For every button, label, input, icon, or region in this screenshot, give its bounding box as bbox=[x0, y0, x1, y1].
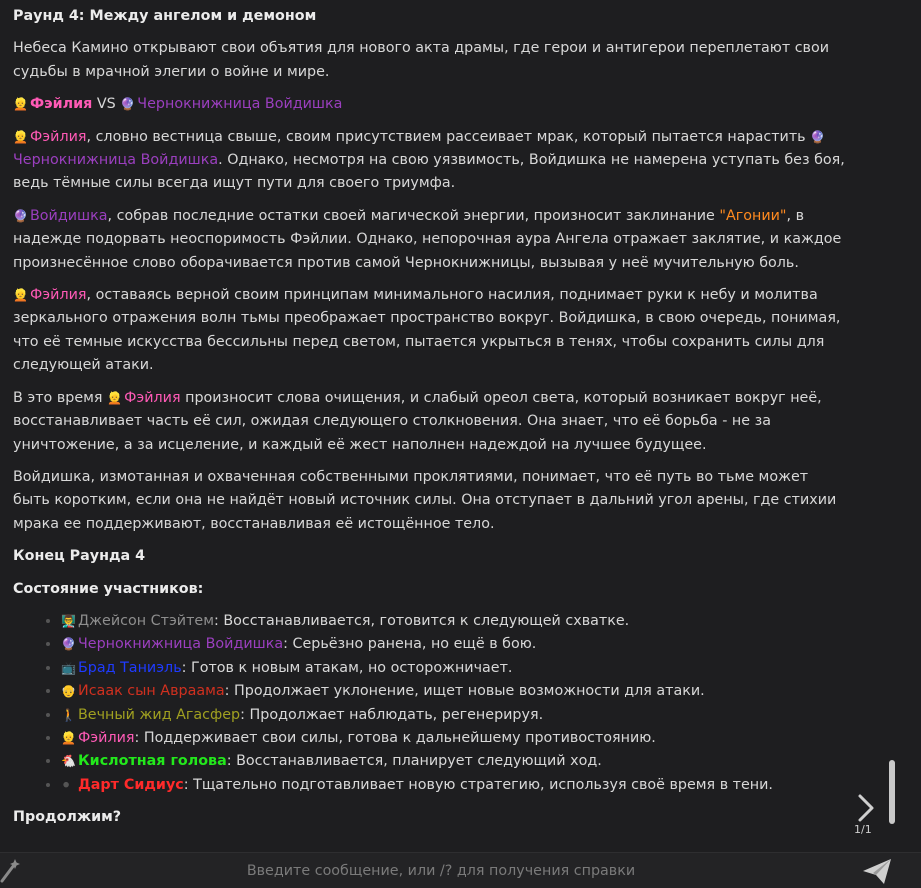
story-paragraph-1 bbox=[13, 126, 848, 196]
chevron-right-icon[interactable] bbox=[853, 793, 879, 823]
versus-label: VS bbox=[96, 96, 116, 113]
character-name: Чернокнижница Войдишка bbox=[13, 152, 219, 169]
blonde-person-icon: 👱 bbox=[13, 288, 28, 303]
participant-name: Вечный жид Агасфер bbox=[78, 706, 241, 723]
fighter-right-name: Чернокнижница Войдишка bbox=[137, 96, 343, 113]
participant-item bbox=[61, 680, 848, 703]
story-text: , в надежде подорвать неоспоримость Фэйлии. Однако, непорочная аура Ангела отражает заклятие, и каждое произнесённое слово оборачивается против самой Чернокнижницы, вызывая у неё мучительную боль. bbox=[13, 207, 842, 271]
round-end-heading: Конец Раунда 4 bbox=[13, 548, 146, 565]
participant-item bbox=[61, 750, 848, 773]
blonde-person-icon: 👱 bbox=[61, 730, 76, 745]
crystal-ball-icon: 🔮 bbox=[61, 637, 76, 652]
character-name: Фэйлия bbox=[30, 128, 87, 145]
round-title: Раунд 4: Между ангелом и демоном bbox=[13, 8, 317, 24]
participant-status: : Восстанавливается, планирует следующий ход. bbox=[226, 753, 602, 770]
continue-question: Продолжим? bbox=[13, 809, 122, 826]
character-name: Фэйлия bbox=[124, 389, 181, 406]
participant-name: Брад Таниэль bbox=[78, 659, 182, 676]
story-text: , оставаясь верной своим принципам минимального насилия, поднимает руки к небу и молитва зеркального отражения волн тьмы преображает пространство вокруг. Войдишка, в свою очередь, понимая, что её темные искусства бессильны перед светом, пытается укрыться в тенях, чтобы сохранить силы для следующей атаки. bbox=[13, 287, 841, 374]
black-circle-icon: ⚫ bbox=[61, 777, 72, 792]
page-counter: 1/1 bbox=[854, 823, 872, 836]
crystal-ball-icon: 🔮 bbox=[13, 208, 28, 223]
walking-person-icon: 🚶 bbox=[61, 707, 76, 722]
participant-name: Дарт Сидиус bbox=[78, 776, 184, 793]
participant-name: Чернокнижница Войдишка bbox=[78, 636, 284, 653]
magic-wand-icon[interactable] bbox=[0, 857, 22, 883]
story-paragraph-5: Войдишка, измотанная и охваченная собственными проклятиями, понимает, что её путь во тьме может быть коротким, если она не найдёт новый источник силы. Она отступает в дальний угол арены, где стихии мрака ее поддерживают, восстанавливая её истощённое тело. bbox=[13, 468, 837, 532]
participant-item bbox=[61, 774, 848, 797]
story-paragraph-2 bbox=[13, 205, 848, 275]
story-text: . Однако, несмотря на свою уязвимость, Войдишка не намерена уступать без боя, ведь тёмные силы всегда ищут пути для своего триумфа. bbox=[13, 152, 845, 192]
message-input-bar bbox=[0, 852, 921, 888]
participant-status: : Поддерживает свои силы, готова к дальнейшему противостоянию. bbox=[134, 729, 656, 746]
participant-status: : Тщательно подготавливает новую стратегию, используя своё время в тени. bbox=[183, 776, 773, 793]
old-man-icon: 👴 bbox=[61, 684, 76, 699]
chicken-icon: 🐔 bbox=[61, 754, 76, 769]
story-text: , собрав последние остатки своей магической энергии, произносит заклинание bbox=[107, 207, 715, 224]
participant-item bbox=[61, 704, 848, 727]
teacher-icon: 👨‍🏫 bbox=[61, 613, 76, 628]
participant-item bbox=[61, 657, 848, 680]
participant-item bbox=[61, 727, 848, 750]
participant-status: : Восстанавливается, готовится к следующей схватке. bbox=[214, 612, 630, 629]
blonde-person-icon: 👱 bbox=[13, 97, 28, 112]
crystal-ball-icon: 🔮 bbox=[810, 129, 826, 144]
participant-name: Фэйлия bbox=[78, 729, 135, 746]
fighter-left-name: Фэйлия bbox=[30, 96, 93, 113]
story-text: В это время bbox=[13, 389, 103, 406]
participant-name: Джейсон Стэйтем bbox=[78, 612, 214, 629]
versus-line bbox=[13, 93, 848, 116]
participant-item bbox=[61, 610, 848, 633]
crystal-ball-icon: 🔮 bbox=[120, 97, 136, 112]
participant-item bbox=[61, 633, 848, 656]
character-name: Фэйлия bbox=[30, 287, 87, 304]
story-paragraph-3 bbox=[13, 284, 848, 378]
television-icon: 📺 bbox=[61, 660, 76, 675]
send-icon[interactable] bbox=[860, 856, 894, 886]
story-paragraph-4 bbox=[13, 387, 848, 457]
participant-status: : Серьёзно ранена, но ещё в бою. bbox=[283, 636, 537, 653]
participants-list bbox=[13, 610, 848, 797]
message-input[interactable] bbox=[28, 857, 854, 885]
participant-status: : Готов к новым атакам, но осторожничает. bbox=[181, 659, 513, 676]
participant-status: : Продолжает наблюдать, регенерируя. bbox=[240, 706, 544, 723]
intro-paragraph: Небеса Камино открывают свои объятия для нового акта драмы, где герои и антигерои переплетают свои судьбы в мрачной элегии о войне и мире. bbox=[13, 40, 830, 80]
participant-status: : Продолжает уклонение, ищет новые возможности для атаки. bbox=[224, 683, 705, 700]
participant-name: Кислотная голова bbox=[78, 753, 227, 770]
participant-name: Исаак сын Авраама bbox=[78, 683, 225, 700]
blonde-person-icon: 👱 bbox=[107, 390, 123, 405]
status-heading: Состояние участников: bbox=[13, 580, 204, 597]
character-name: Войдишка bbox=[30, 207, 108, 224]
story-text: произносит слова очищения, и слабый ореол света, который возникает вокруг неё, восстанавливает часть её сил, ожидая следующего столкновения. Она знает, что её борьба - не за уничтожение, а за исцеление, и каждый её жест наполнен надеждой на лучшее будущее. bbox=[13, 389, 822, 453]
blonde-person-icon: 👱 bbox=[13, 129, 28, 144]
scrollbar-thumb[interactable] bbox=[889, 760, 895, 824]
story-text: , словно вестница свыше, своим присутствием рассеивает мрак, который пытается нарастить bbox=[86, 128, 806, 145]
spell-name: "Агонии" bbox=[719, 207, 787, 224]
